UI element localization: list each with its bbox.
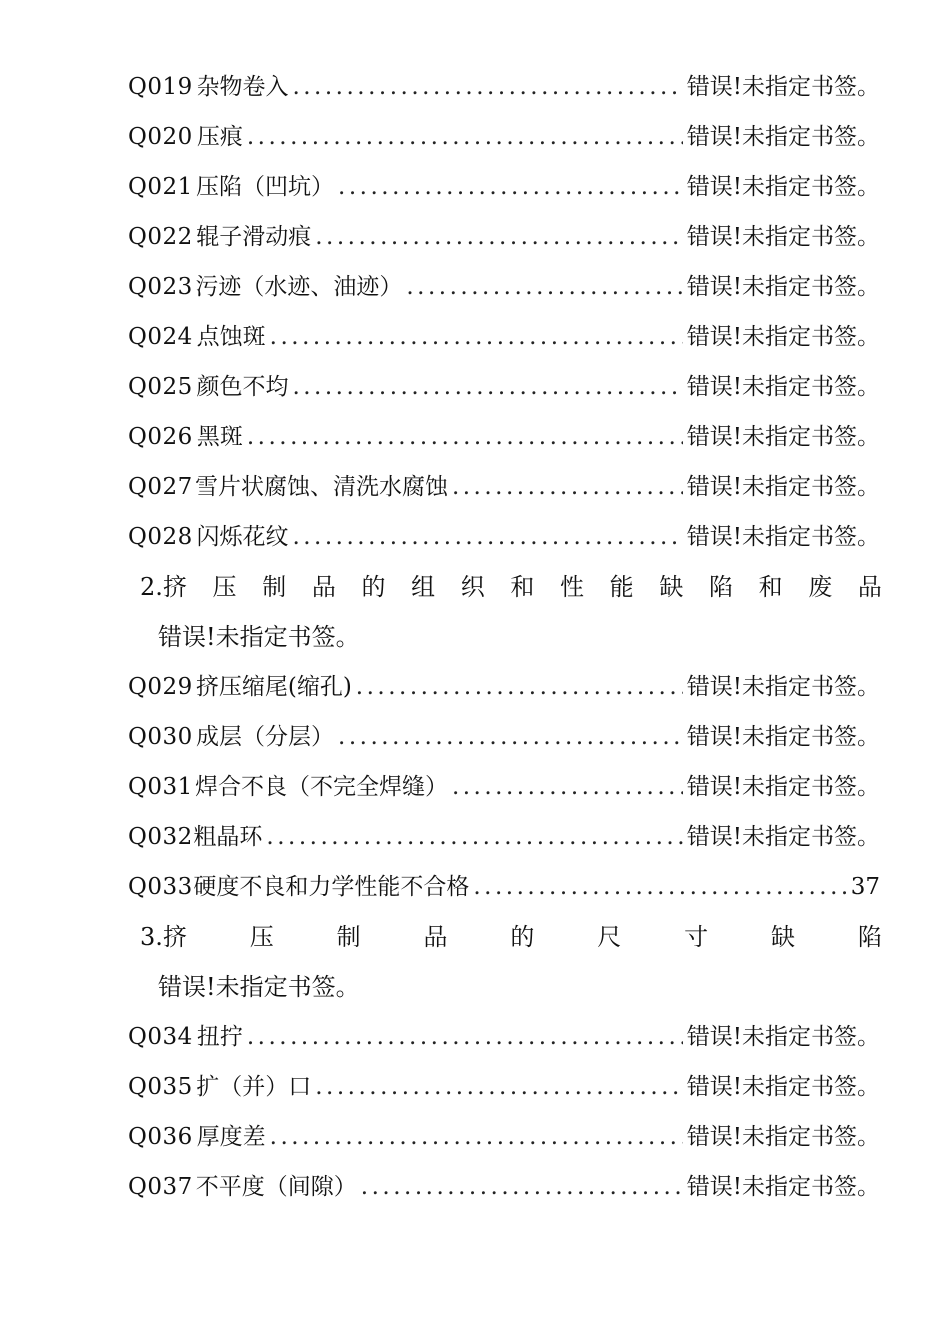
toc-section-2-heading bbox=[140, 562, 882, 612]
toc-entry-page: 错误!未指定书签。 bbox=[686, 824, 880, 850]
toc-entry-page: 错误!未指定书签。 bbox=[686, 1124, 880, 1150]
toc-dot-leader bbox=[270, 1112, 683, 1162]
toc-entry-code: Q029 bbox=[128, 674, 193, 700]
heading-char: 2.挤 bbox=[140, 573, 187, 601]
toc-entry-page: 错误!未指定书签。 bbox=[686, 174, 880, 200]
toc-entry-page: 错误!未指定书签。 bbox=[686, 424, 880, 450]
toc-entry-title: 雪片状腐蚀、清洗水腐蚀 bbox=[194, 474, 448, 500]
toc-entry-title: 闪烁花纹 bbox=[196, 524, 289, 550]
toc-entry[interactable] bbox=[128, 412, 880, 462]
toc-entry-code: Q023 bbox=[128, 274, 193, 300]
toc-dot-leader bbox=[356, 662, 683, 712]
toc-entry-page: 错误!未指定书签。 bbox=[686, 74, 880, 100]
toc-entry-title: 黑斑 bbox=[196, 424, 243, 450]
toc-dot-leader bbox=[361, 1162, 683, 1212]
toc-entry-title: 不平度（间隙） bbox=[195, 1174, 357, 1200]
heading-char: 品 bbox=[857, 573, 882, 601]
toc-entry[interactable] bbox=[128, 1062, 880, 1112]
toc-entry-page: 错误!未指定书签。 bbox=[686, 1074, 880, 1100]
toc-entry[interactable] bbox=[128, 1112, 880, 1162]
toc-dot-leader bbox=[247, 412, 683, 462]
heading-char: 组 bbox=[411, 573, 436, 601]
heading-char: 缺 bbox=[771, 923, 796, 951]
toc-entry-code: Q036 bbox=[128, 1124, 193, 1150]
heading-char: 尺 bbox=[597, 923, 622, 951]
toc-dot-leader bbox=[315, 1062, 683, 1112]
toc-entry-title: 压陷（凹坑） bbox=[196, 174, 335, 200]
toc-dot-leader bbox=[315, 212, 683, 262]
heading-char: 性 bbox=[560, 573, 585, 601]
heading-char: 制 bbox=[262, 573, 287, 601]
toc-dot-leader bbox=[473, 862, 846, 912]
table-of-contents bbox=[0, 62, 950, 1212]
toc-group-dimension-defects bbox=[0, 1012, 950, 1212]
toc-entry-title: 辊子滑动痕 bbox=[196, 224, 312, 250]
toc-entry[interactable] bbox=[128, 512, 880, 562]
toc-entry-code: Q022 bbox=[128, 224, 193, 250]
heading-char: 织 bbox=[460, 573, 485, 601]
toc-entry-code: Q026 bbox=[128, 424, 193, 450]
toc-entry-page: 错误!未指定书签。 bbox=[686, 674, 880, 700]
toc-entry-page: 错误!未指定书签。 bbox=[686, 474, 880, 500]
toc-entry-page: 错误!未指定书签。 bbox=[686, 1024, 880, 1050]
toc-entry-code: Q019 bbox=[128, 74, 193, 100]
toc-entry-code: Q034 bbox=[128, 1024, 193, 1050]
toc-entry[interactable] bbox=[128, 262, 880, 312]
toc-entry-title: 点蚀斑 bbox=[196, 324, 266, 350]
toc-entry-page: 错误!未指定书签。 bbox=[686, 724, 880, 750]
toc-entry-title: 成层（分层） bbox=[196, 724, 335, 750]
toc-entry[interactable] bbox=[128, 362, 880, 412]
toc-entry-title: 挤压缩尾(缩孔) bbox=[195, 674, 352, 700]
toc-entry-page: 错误!未指定书签。 bbox=[686, 524, 880, 550]
toc-entry-title: 压痕 bbox=[196, 124, 243, 150]
toc-dot-leader bbox=[338, 712, 683, 762]
heading-char: 陷 bbox=[857, 923, 882, 951]
toc-entry-title: 硬度不良和力学性能不合格 bbox=[193, 874, 470, 900]
toc-entry-code: Q033 bbox=[128, 874, 193, 900]
toc-entry[interactable] bbox=[128, 662, 880, 712]
heading-char: 品 bbox=[311, 573, 336, 601]
toc-dot-leader bbox=[292, 362, 682, 412]
toc-entry-code: Q025 bbox=[128, 374, 193, 400]
toc-entry[interactable] bbox=[128, 112, 880, 162]
toc-entry-page: 错误!未指定书签。 bbox=[686, 224, 880, 250]
heading-char: 的 bbox=[510, 923, 535, 951]
toc-group-structure-defects bbox=[0, 662, 950, 912]
heading-char: 寸 bbox=[684, 923, 709, 951]
toc-entry-title: 扭拧 bbox=[196, 1024, 243, 1050]
toc-entry[interactable] bbox=[128, 62, 880, 112]
toc-entry-title: 颜色不均 bbox=[196, 374, 289, 400]
toc-entry-code: Q027 bbox=[128, 474, 193, 500]
toc-entry-page: 错误!未指定书签。 bbox=[686, 324, 880, 350]
toc-entry-code: Q031 bbox=[128, 774, 193, 800]
toc-entry-code: Q037 bbox=[128, 1174, 193, 1200]
heading-char: 3.挤 bbox=[140, 923, 187, 951]
toc-entry-code: Q035 bbox=[128, 1074, 193, 1100]
toc-entry[interactable] bbox=[128, 812, 880, 862]
heading-char: 废 bbox=[808, 573, 833, 601]
toc-entry-code: Q028 bbox=[128, 524, 193, 550]
toc-entry-code: Q020 bbox=[128, 124, 193, 150]
heading-char: 和 bbox=[510, 573, 535, 601]
heading-char: 压 bbox=[212, 573, 237, 601]
toc-group-surface-defects bbox=[0, 62, 950, 562]
toc-dot-leader bbox=[247, 112, 683, 162]
toc-entry-code: Q021 bbox=[128, 174, 193, 200]
toc-dot-leader bbox=[247, 1012, 683, 1062]
toc-entry-code: Q030 bbox=[128, 724, 193, 750]
heading-char: 能 bbox=[609, 573, 634, 601]
toc-entry[interactable] bbox=[128, 862, 880, 912]
toc-dot-leader bbox=[452, 462, 683, 512]
toc-dot-leader bbox=[338, 162, 683, 212]
heading-char: 陷 bbox=[708, 573, 733, 601]
toc-dot-leader bbox=[292, 62, 682, 112]
toc-entry-page: 错误!未指定书签。 bbox=[686, 274, 880, 300]
toc-section-2-page-ref: 错误!未指定书签。 bbox=[158, 623, 360, 651]
toc-entry-page: 错误!未指定书签。 bbox=[686, 1174, 880, 1200]
toc-entry[interactable] bbox=[128, 462, 880, 512]
toc-entry-page: 错误!未指定书签。 bbox=[686, 774, 880, 800]
toc-entry[interactable] bbox=[128, 312, 880, 362]
toc-entry[interactable] bbox=[128, 712, 880, 762]
heading-char: 压 bbox=[249, 923, 274, 951]
toc-entry-code: Q032 bbox=[128, 824, 193, 850]
heading-char: 制 bbox=[336, 923, 361, 951]
toc-entry[interactable] bbox=[128, 162, 880, 212]
toc-section-3[interactable] bbox=[140, 912, 882, 1012]
heading-char: 品 bbox=[423, 923, 448, 951]
toc-entry-title: 焊合不良（不完全焊缝） bbox=[194, 774, 448, 800]
toc-dot-leader bbox=[266, 812, 682, 862]
toc-dot-leader bbox=[406, 262, 682, 312]
toc-entry[interactable] bbox=[128, 1162, 880, 1212]
toc-section-3-page-ref: 错误!未指定书签。 bbox=[158, 973, 360, 1001]
toc-section-2[interactable] bbox=[140, 562, 882, 662]
toc-entry-code: Q024 bbox=[128, 324, 193, 350]
heading-char: 的 bbox=[361, 573, 386, 601]
toc-entry[interactable] bbox=[128, 762, 880, 812]
toc-dot-leader bbox=[452, 762, 683, 812]
heading-char: 缺 bbox=[659, 573, 684, 601]
toc-section-3-heading bbox=[140, 912, 882, 962]
toc-dot-leader bbox=[292, 512, 682, 562]
toc-entry-page: 错误!未指定书签。 bbox=[686, 374, 880, 400]
toc-entry-title: 厚度差 bbox=[196, 1124, 266, 1150]
toc-entry-page: 37 bbox=[850, 874, 880, 900]
toc-dot-leader bbox=[270, 312, 683, 362]
toc-entry-title: 污迹（水迹、油迹） bbox=[195, 274, 403, 300]
toc-entry-title: 粗晶环 bbox=[193, 824, 263, 850]
toc-entry-title: 扩（并）口 bbox=[196, 1074, 312, 1100]
toc-entry[interactable] bbox=[128, 212, 880, 262]
toc-entry[interactable] bbox=[128, 1012, 880, 1062]
toc-entry-page: 错误!未指定书签。 bbox=[686, 124, 880, 150]
heading-char: 和 bbox=[758, 573, 783, 601]
toc-entry-title: 杂物卷入 bbox=[196, 74, 289, 100]
